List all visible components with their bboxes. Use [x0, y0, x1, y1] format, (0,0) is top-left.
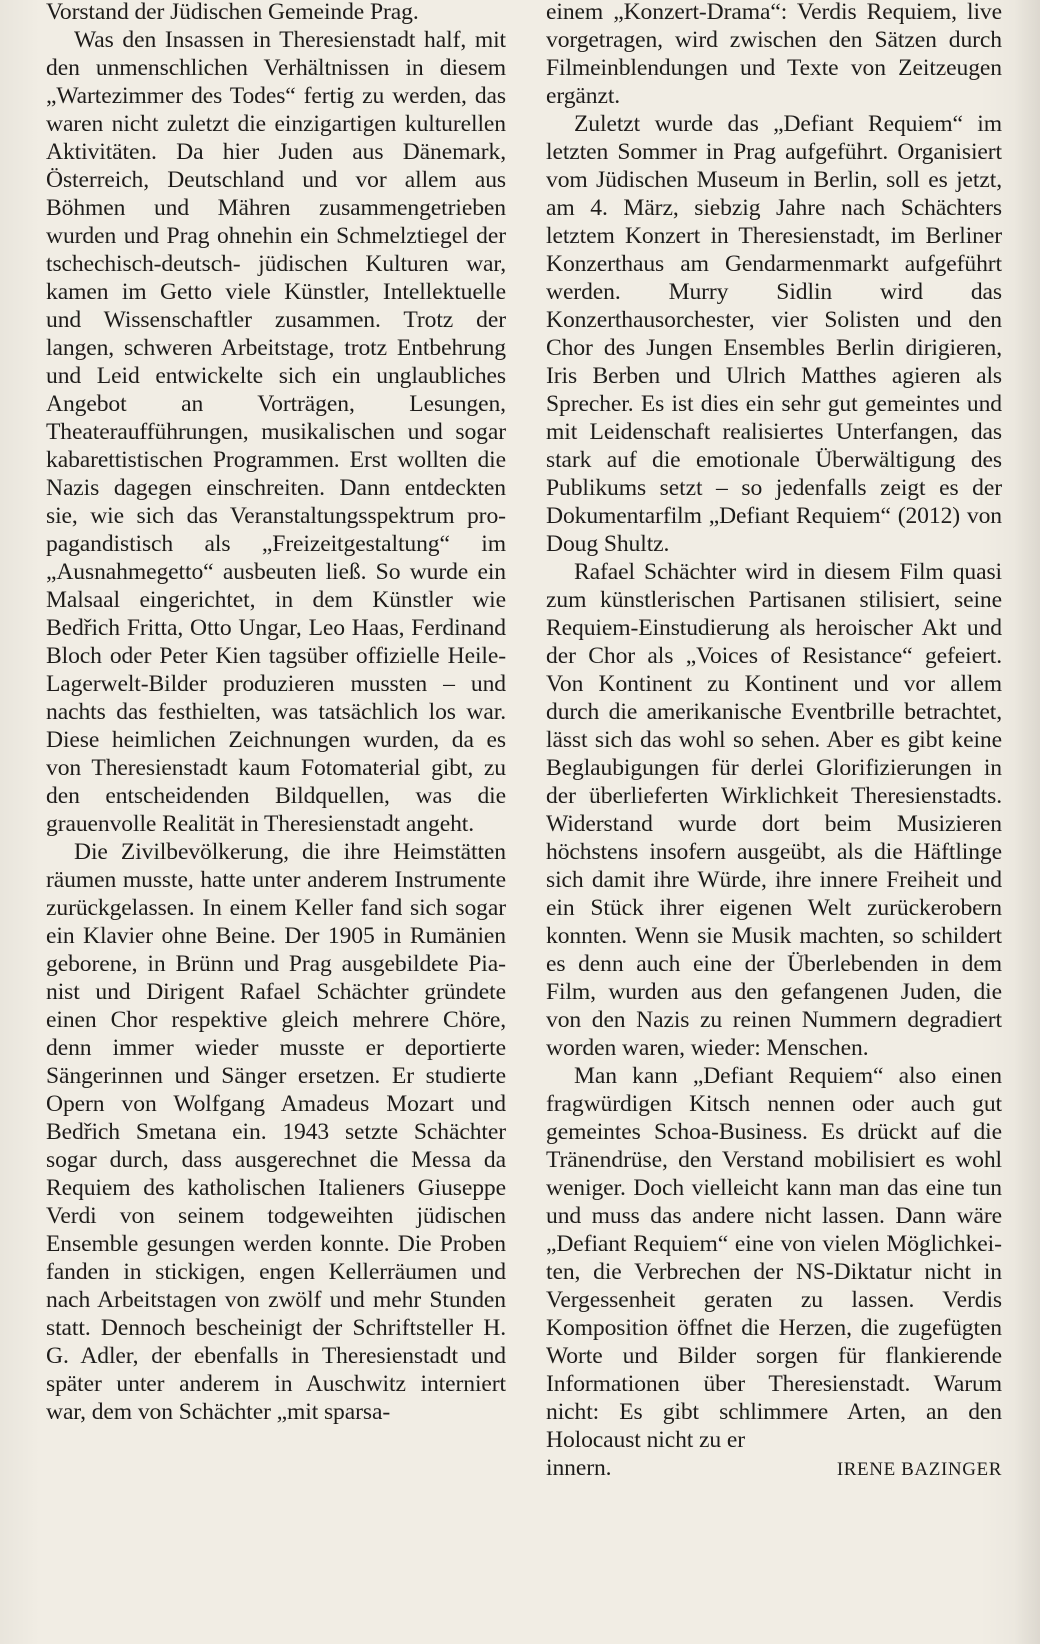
paragraph-concert-drama: einem „Konzert-Drama“: Verdis Requiem, live vorgetragen, wird zwischen den Sätzen durch Filmeinblendungen und Texte von Zeitzeugen ergänzt.: [546, 0, 1002, 109]
author-name: IRENE BAZINGER: [836, 1459, 1002, 1480]
paragraph-theresienstadt-culture: Was den Insassen in Theresienstadt half, mit den unmenschlichen Verhältnissen in diesem „Wartezimmer des Todes“ fertig zu werden, das waren nicht zuletzt die einzigartigen kulturellen Aktivitäten. Da hier Juden aus Dänemark, Österreich, Deutschland und vor allem aus Böhmen und Mähren zusammengetrieben wurden und Prag ohnehin ein Schmelztiegel der tschechisch-deutsch- jüdischen Kulturen war, kamen im Getto viele Künstler, Intellektuelle und Wissenschaftler zusammen. Trotz der langen, schweren Arbeitstage, trotz Entbehrung und Leid entwickelte sich ein unglaubliches Angebot an Vorträgen, Lesungen, Theateraufführungen, musikalischen und sogar kabarettistischen Programmen. Erst wollten die Nazis dagegen einschreiten. Dann entdeckten sie, wie sich das Veranstaltungsspektrum propagandistisch als „Freizeitgestaltung“ im „Ausnahmegetto“ ausbeuten ließ. So wurde ein Malsaal eingerichtet, in dem Künstler wie Bedřich Fritta, Otto Ungar, Leo Haas, Ferdinand Bloch oder Peter Kien tagsüber offizielle Heile-Lagerwelt-Bilder produzieren mussten – und nachts das festhielten, was tatsächlich los war. Diese heimlichen Zeichnungen wurden, da es von Theresienstadt kaum Fotomaterial gibt, zu den entscheidenden Bildquellen, was die grauenvolle Realität in Theresienstadt angeht.: [46, 27, 506, 837]
paragraph-continuation: Vorstand der Jüdischen Gemeinde Prag.: [46, 0, 419, 25]
article-column-right: [546, 0, 1002, 1484]
article-column-left: [46, 0, 506, 1426]
article-byline: [546, 1454, 1002, 1484]
paragraph-berlin-performance: Zuletzt wurde das „Defiant Requiem“ im letzten Sommer in Prag aufgeführt. Organisiert vom Jüdischen Museum in Berlin, soll es jetzt, am 4. März, siebzig Jahre nach Schächters letztem Konzert in Theresienstadt, im Berliner Konzerthaus am Gendarmenmarkt aufgeführt werden. Murry Sidlin wird das Konzerthausorchester, vier Solisten und den Chor des Jungen Ensembles Berlin dirigieren, Iris Berben und Ulrich Matthes agieren als Sprecher. Es ist dies ein sehr gut gemeintes und mit Leidenschaft realisiertes Unterfangen, das stark auf die emotionale Überwältigung des Publikums setzt – so jedenfalls zeigt es der Dokumentarfilm „Defiant Requiem“ (2012) von Doug Shultz.: [546, 111, 1002, 557]
paragraph-conclusion: Man kann „Defiant Requiem“ also einen fragwürdigen Kitsch nennen oder auch gut gemeintes Schoa-Business. Es drückt auf die Tränendrüse, den Verstand mobilisiert es wohl weniger. Doch vielleicht kann man das eine tun und muss das andere nicht lassen. Dann wäre „Defiant Requiem“ eine von vielen Möglichkeiten, die Verbrechen der NS-Diktatur nicht in Vergessenheit geraten zu lassen. Verdis Komposition öffnet die Herzen, die zugefügten Worte und Bilder sorgen für flankierende Informationen über Theresienstadt. Warum nicht: Es gibt schlimmere Arten, an den Holocaust nicht zu er: [546, 1063, 1002, 1453]
closing-word: innern.: [546, 1455, 612, 1481]
paragraph-partisan-critique: Rafael Schächter wird in diesem Film quasi zum künstlerischen Partisanen stilisiert, seine Requiem-Einstudierung als heroischer Akt und der Chor als „Voices of Resistance“ gefeiert. Von Kontinent zu Kontinent und vor allem durch die amerikanische Eventbrille betrachtet, lässt sich das wohl so sehen. Aber es gibt keine Beglaubigungen für derlei Glorifizierungen in der überlieferten Wirklichkeit Theresienstadts. Widerstand wurde dort beim Musizieren höchstens insofern ausgeübt, als die Häftlinge sich damit ihre Würde, ihre innere Freiheit und ein Stück ihrer eigenen Welt zurückerobern konnten. Wenn sie Musik machten, so schildert es denn auch eine der Überlebenden in dem Film, wurden aus den gefangenen Juden, die von den Nazis zu reinen Nummern degradiert worden waren, wieder: Menschen.: [546, 559, 1002, 1061]
paragraph-schaechter-choir: Die Zivilbevölkerung, die ihre Heimstätten räumen musste, hatte unter anderem Instrumente zurückgelassen. In einem Keller fand sich sogar ein Klavier ohne Beine. Der 1905 in Rumänien geborene, in Brünn und Prag ausgebildete Pianist und Dirigent Rafael Schächter gründete einen Chor respektive gleich mehrere Chöre, denn immer wieder musste er deportierte Sängerinnen und Sänger ersetzen. Er studierte Opern von Wolfgang Amadeus Mozart und Bedřich Smetana ein. 1943 setzte Schächter sogar durch, dass ausgerechnet die Messa da Requiem des katholischen Italieners Giuseppe Verdi von seinem todgeweihten jüdischen Ensemble gesungen werden konnte. Die Proben fanden in stickigen, engen Kellerräumen und nach Arbeitstagen von zwölf und mehr Stunden statt. Dennoch bescheinigt der Schriftsteller H. G. Adler, der ebenfalls in Theresienstadt und später unter anderem in Auschwitz interniert war, dem von Schächter „mit sparsa-: [46, 839, 506, 1425]
page-edge-shadow: [1014, 0, 1040, 1644]
